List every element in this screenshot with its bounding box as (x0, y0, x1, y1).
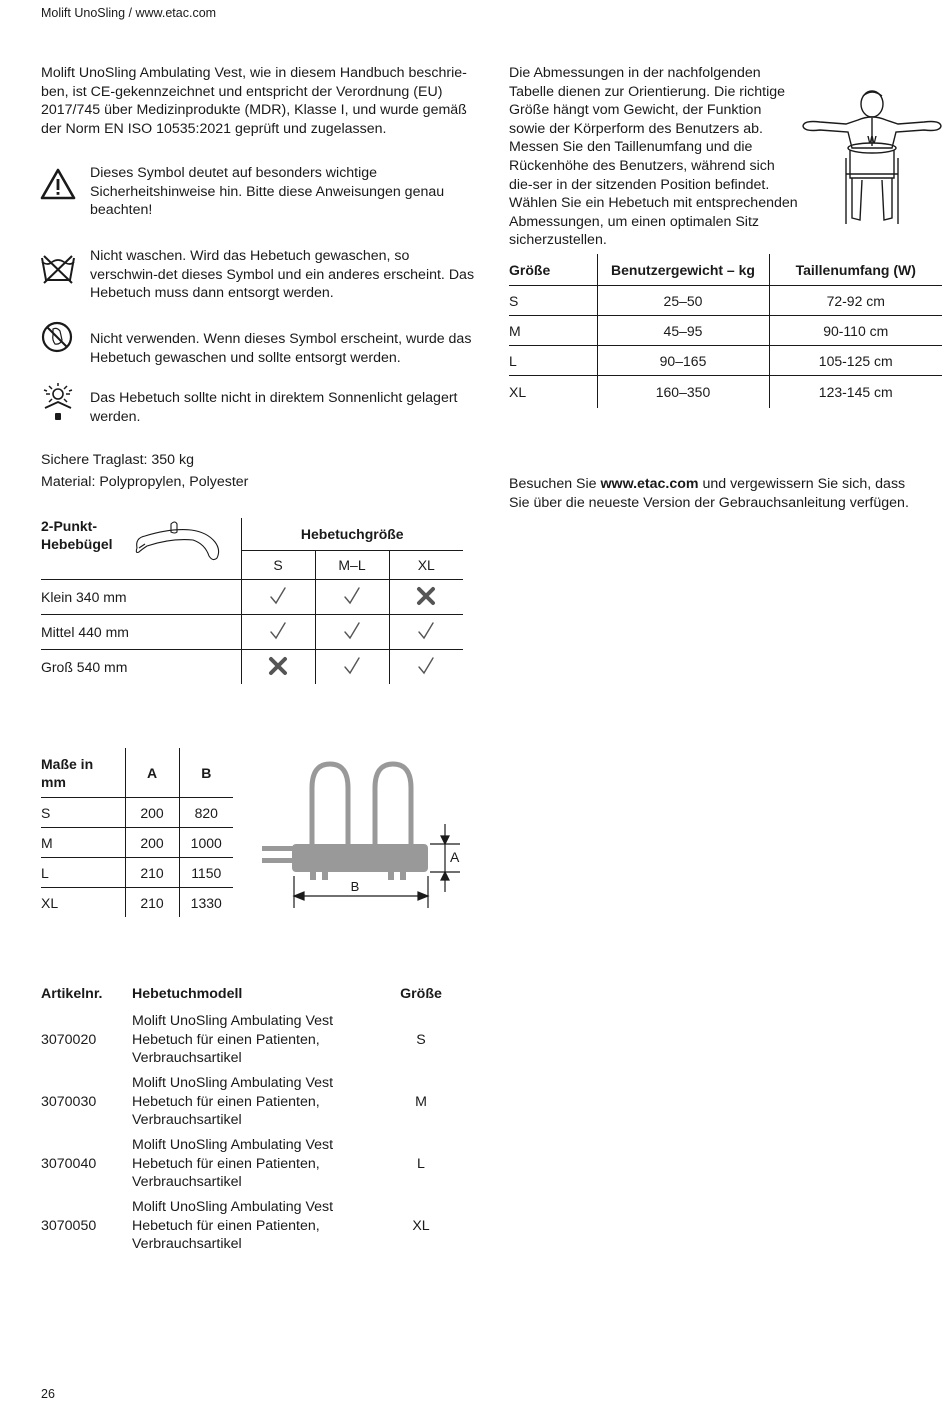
page-number: 26 (41, 1387, 55, 1401)
waist-cell: 105-125 cm (769, 346, 942, 376)
article-nr: 3070020 (41, 1031, 97, 1048)
warning-icon (40, 167, 76, 201)
table-row (41, 580, 463, 615)
compat-cell (389, 615, 463, 650)
no-sunlight-icon (40, 382, 76, 422)
table-row (41, 650, 463, 685)
hanger-size-label: Mittel 440 mm (41, 615, 241, 650)
article-size: M (415, 1093, 427, 1110)
visit-website-note (509, 475, 929, 512)
dims-size-cell: XL (41, 888, 125, 918)
dims-a-cell: 210 (125, 858, 179, 888)
article-model (132, 1133, 382, 1195)
dims-a-cell: 200 (125, 828, 179, 858)
weight-cell: 160–350 (597, 376, 769, 409)
article-model (132, 1195, 382, 1257)
dims-b-cell: 1330 (179, 888, 233, 918)
size-table (509, 254, 942, 408)
compat-cell (315, 650, 389, 685)
dims-b-cell: 1150 (179, 858, 233, 888)
size-header: Größe (400, 986, 442, 1002)
diagram-label-a: A (450, 849, 460, 865)
dims-header-line1: Maße in (41, 755, 94, 772)
article-model (132, 1071, 382, 1133)
article-size: S (416, 1031, 426, 1048)
table-row (41, 858, 233, 888)
check-icon (342, 586, 362, 606)
check-icon (268, 586, 288, 606)
table-row (509, 346, 942, 376)
table-row (41, 615, 463, 650)
article-nr: 3070040 (41, 1155, 97, 1172)
model-line2: Hebetuch für einen Patienten, (132, 1031, 320, 1048)
sling-dimension-diagram (258, 758, 468, 914)
article-model (132, 1009, 382, 1071)
model-line3: Verbrauchsartikel (132, 1050, 242, 1067)
compat-cell (241, 615, 315, 650)
waist-header: Taillenumfang (W) (769, 254, 942, 286)
dimensions-table (41, 748, 233, 917)
compat-cell (241, 650, 315, 685)
do-not-use-icon (40, 320, 76, 354)
table-row (509, 286, 942, 316)
visit-prefix: Besuchen Sie (509, 476, 601, 492)
size-col-xl: XL (389, 551, 463, 580)
model-line3: Verbrauchsartikel (132, 1236, 242, 1253)
material-text: Material: Polypropylen, Polyester (41, 473, 249, 490)
dims-size-cell: S (41, 798, 125, 828)
article-size: L (417, 1155, 425, 1172)
dims-a-cell: 210 (125, 888, 179, 918)
article-nr-header: Artikelnr. (41, 986, 103, 1002)
hanger-label-cell (41, 518, 241, 580)
table-row (41, 888, 233, 918)
safe-load-block (41, 451, 248, 492)
dims-header-line2: mm (41, 773, 66, 790)
table-row (509, 376, 942, 409)
model-line3: Verbrauchsartikel (132, 1174, 242, 1191)
hanger-size-label: Groß 540 mm (41, 650, 241, 685)
compat-cell (389, 650, 463, 685)
dims-header (41, 748, 125, 798)
compat-cell (315, 615, 389, 650)
table-row (41, 1071, 460, 1133)
size-table-header (509, 254, 942, 286)
model-line2: Hebetuch für einen Patienten, (132, 1217, 320, 1234)
dims-size-cell: L (41, 858, 125, 888)
article-nr: 3070050 (41, 1217, 97, 1234)
intro-paragraph: Molift UnoSling Ambulating Vest, wie in diesem Handbuch beschrie-ben, ist CE-gekennzeichnet und entspricht der Verordnung (EU) 2017/745 über Medizinprodukte (MDR), Klasse I, und wurde gemäß der Norm EN ISO 10535:2021 geprüft und zugelassen. (41, 65, 467, 137)
waist-cell: 72-92 cm (769, 286, 942, 316)
waist-label: W (867, 135, 877, 146)
symbol-text-no-sunlight: Das Hebetuch sollte nicht in direktem Sonnenlicht gelagert werden. (90, 390, 458, 425)
table-row (41, 828, 233, 858)
model-line2: Hebetuch für einen Patienten, (132, 1093, 320, 1110)
hanger-label-line2: Hebebügel (41, 536, 113, 552)
website-link[interactable]: www.etac.com (600, 476, 699, 492)
compat-cell (315, 580, 389, 615)
waist-cell: 123-145 cm (769, 376, 942, 409)
check-icon (416, 656, 436, 676)
visit-suffix: und vergewissern Sie sich, dass Sie über die neueste Version der Gebrauchsanleitung verfügen. (509, 476, 909, 511)
safe-load-text: Sichere Traglast: 350 kg (41, 452, 194, 468)
size-cell: M (509, 316, 597, 346)
table-row (41, 1195, 460, 1257)
size-cell: L (509, 346, 597, 376)
size-col-ml: M–L (315, 551, 389, 580)
seated-figure-illustration (800, 88, 945, 230)
table-row (41, 798, 233, 828)
dims-a-cell: 200 (125, 798, 179, 828)
compat-cell (241, 580, 315, 615)
check-icon (342, 621, 362, 641)
page-header: Molift UnoSling / www.etac.com (41, 6, 217, 20)
cross-icon (268, 656, 288, 676)
model-line2: Hebetuch für einen Patienten, (132, 1155, 320, 1172)
model-header: Hebetuchmodell (132, 986, 243, 1002)
diagram-label-b: B (350, 879, 360, 894)
symbol-text-do-not-use: Nicht verwenden. Wenn dieses Symbol erscheint, wurde das Hebetuch gewaschen und sollte entsorgt werden. (90, 331, 472, 366)
model-line1: Molift UnoSling Ambulating Vest (132, 1075, 334, 1092)
dims-b-cell: 820 (179, 798, 233, 828)
no-wash-icon (40, 252, 76, 286)
check-icon (268, 621, 288, 641)
model-line3: Verbrauchsartikel (132, 1112, 242, 1129)
model-line1: Molift UnoSling Ambulating Vest (132, 1013, 334, 1030)
weight-cell: 90–165 (597, 346, 769, 376)
dims-b-cell: 1000 (179, 828, 233, 858)
symbol-text-no-wash: Nicht waschen. Wird das Hebetuch gewaschen, so verschwin-det dieses Symbol und ein anderes erscheint. Das Hebetuch muss dann entsorgt werden. (90, 248, 475, 302)
dims-size-cell: M (41, 828, 125, 858)
article-table (41, 985, 460, 1257)
size-header: Größe (509, 261, 551, 278)
cross-icon (416, 586, 436, 606)
table-row (41, 1009, 460, 1071)
hanger-size-label: Klein 340 mm (41, 580, 241, 615)
check-icon (416, 621, 436, 641)
spreader-bar-icon (131, 518, 223, 562)
weight-header: Benutzergewicht – kg (597, 254, 769, 286)
measurement-instructions: Die Abmessungen in der nachfolgenden Tabelle dienen zur Orientierung. Die richtige Größe hängt vom Gewicht, der Funktion sowie der Körperform des Benutzers ab. Messen Sie den Taillenumfang und die Rückenhöhe des Benutzers, während sich die-ser in der sitzenden Position befindet. Wählen Sie ein Hebetuch mit entsprechenden Abmessungen, um einen optimalen Sitz sicherzustellen. (509, 65, 798, 249)
dims-col-a: A (125, 748, 179, 798)
waist-cell: 90-110 cm (769, 316, 942, 346)
size-col-s: S (241, 551, 315, 580)
symbol-text-warning: Dieses Symbol deutet auf besonders wichtige Sicherheitshinweise hin. Bitte diese Anweisungen genau beachten! (90, 165, 445, 219)
size-cell: XL (509, 376, 597, 409)
table-row (509, 316, 942, 346)
article-size: XL (412, 1217, 430, 1234)
model-line1: Molift UnoSling Ambulating Vest (132, 1199, 334, 1216)
sling-size-group-header: Hebetuchgröße (241, 518, 463, 551)
dims-col-b: B (179, 748, 233, 798)
weight-cell: 25–50 (597, 286, 769, 316)
article-nr: 3070030 (41, 1093, 97, 1110)
check-icon (342, 656, 362, 676)
size-cell: S (509, 286, 597, 316)
hanger-compatibility-table (41, 518, 463, 684)
hanger-label-line1: 2-Punkt- (41, 518, 97, 534)
weight-cell: 45–95 (597, 316, 769, 346)
compat-cell (389, 580, 463, 615)
table-row (41, 1133, 460, 1195)
model-line1: Molift UnoSling Ambulating Vest (132, 1137, 334, 1154)
